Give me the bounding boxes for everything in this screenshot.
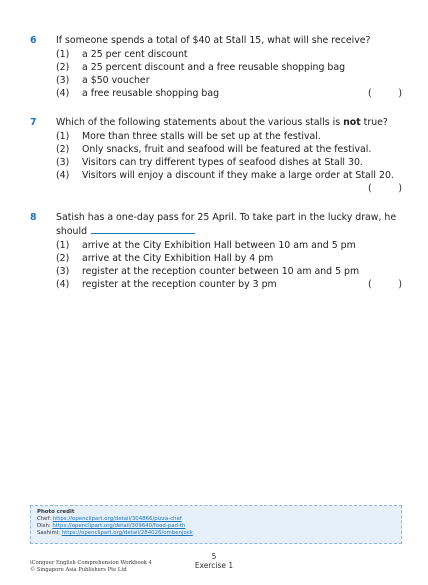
credit-label: Chef:: [37, 516, 53, 522]
option-4[interactable]: [56, 169, 402, 182]
credit-link[interactable]: https://openclipart.org/detail/309640/food-pad-th: [52, 523, 186, 529]
option-text: register at the reception counter by 3 pm: [82, 279, 277, 290]
option-3[interactable]: [56, 156, 402, 169]
options-list: [56, 48, 402, 100]
option-4[interactable]: [56, 278, 402, 291]
option-text: a $50 voucher: [82, 75, 150, 86]
question-number: 8: [30, 212, 37, 223]
question-text-line: should: [56, 226, 88, 237]
option-number: (2): [56, 62, 70, 73]
option-number: (1): [56, 240, 70, 251]
answer-box[interactable]: [368, 182, 402, 195]
question-emphasis: not: [343, 117, 361, 128]
question-text-line: Satish has a one-day pass for 25 April. To take part in the lucky draw, he: [56, 212, 397, 223]
option-text: More than three stalls will be set up at the festival.: [82, 131, 321, 142]
book-title: iConquer English Comprehension Workbook 4: [30, 560, 152, 566]
answer-box[interactable]: [368, 278, 402, 291]
credit-label: Sashimi:: [37, 530, 62, 536]
option-number: (3): [56, 75, 70, 86]
option-3[interactable]: [56, 74, 402, 87]
option-number: (1): [56, 49, 70, 60]
question-text-part: true?: [360, 117, 388, 128]
credit-link[interactable]: https://openclipart.org/detail/284026/ombenjock: [61, 530, 193, 536]
paren-open: (: [368, 183, 372, 194]
answer-row: [56, 182, 402, 195]
option-4[interactable]: [56, 87, 402, 100]
photo-credit-box: [30, 505, 402, 544]
option-1[interactable]: [56, 130, 402, 143]
option-text: register at the reception counter between 10 am and 5 pm: [82, 266, 360, 277]
option-number: (1): [56, 131, 70, 142]
options-list: [56, 239, 402, 291]
option-number: (2): [56, 144, 70, 155]
option-2[interactable]: [56, 252, 402, 265]
exercise-label: Exercise 1: [194, 561, 234, 570]
option-2[interactable]: [56, 143, 402, 156]
question-number: 6: [30, 35, 37, 46]
paren-close: ): [398, 88, 402, 99]
option-text: Visitors can try different types of seafood dishes at Stall 30.: [82, 157, 363, 168]
option-number: (2): [56, 253, 70, 264]
photo-credit-line: [37, 516, 395, 523]
photo-credit-line: [37, 530, 395, 537]
question-text: If someone spends a total of $40 at Stall 15, what will she receive?: [56, 35, 371, 46]
option-text: a free reusable shopping bag: [82, 88, 220, 99]
photo-credit-title: Photo credit: [37, 509, 75, 515]
paren-open: (: [368, 88, 372, 99]
option-number: (4): [56, 170, 70, 181]
option-text: a 25 percent discount and a free reusable shopping bag: [82, 62, 346, 73]
option-number: (3): [56, 266, 70, 277]
option-2[interactable]: [56, 61, 402, 74]
publisher: © Singapore Asia Publishers Pte Ltd: [30, 567, 127, 573]
credit-link[interactable]: https://openclipart.org/detail/304866/pizza-chef: [52, 516, 182, 522]
option-number: (4): [56, 88, 70, 99]
photo-credit-line: [37, 523, 395, 530]
question-text: [56, 211, 402, 238]
option-text: arrive at the City Exhibition Hall by 4 pm: [82, 253, 274, 264]
option-1[interactable]: [56, 239, 402, 252]
options-list: [56, 130, 402, 195]
question-text-part: Which of the following statements about the various stalls is: [56, 117, 344, 128]
credit-label: Dish:: [37, 523, 53, 529]
paren-close: ): [398, 183, 402, 194]
answer-box[interactable]: [368, 87, 402, 100]
question-text: [56, 116, 402, 129]
paren-open: (: [368, 279, 372, 290]
option-1[interactable]: [56, 48, 402, 61]
option-number: (3): [56, 157, 70, 168]
page-number: 5: [211, 552, 217, 561]
fill-in-blank[interactable]: [91, 224, 195, 234]
option-text: arrive at the City Exhibition Hall between 10 am and 5 pm: [82, 240, 356, 251]
paren-close: ): [398, 279, 402, 290]
option-text: a 25 per cent discount: [82, 49, 188, 60]
footer-page-info: [0, 552, 428, 570]
option-number: (4): [56, 279, 70, 290]
option-3[interactable]: [56, 265, 402, 278]
question-number: 7: [30, 117, 37, 128]
option-text: Only snacks, fruit and seafood will be featured at the festival.: [82, 144, 372, 155]
option-text: Visitors will enjoy a discount if they make a large order at Stall 20.: [82, 170, 394, 181]
